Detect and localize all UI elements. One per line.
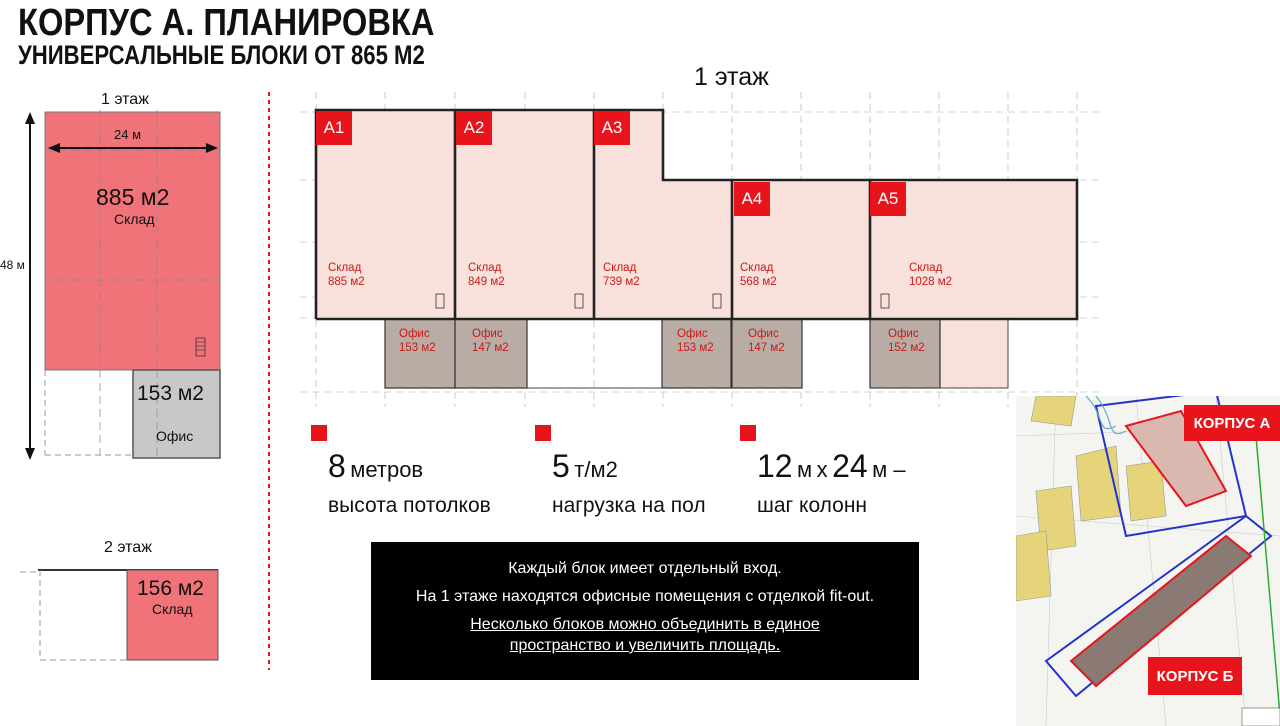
left-floor1-plan: [0, 100, 240, 480]
feature-column-grid-desc: шаг колонн: [757, 494, 868, 517]
unit-tag-a4: A4: [734, 182, 770, 216]
badge-building-b: КОРПУС Б: [1148, 657, 1242, 695]
feature-ceiling: 8 метров: [328, 448, 424, 484]
unit-a3-warehouse: Склад 739 м2: [603, 262, 640, 288]
feature-floor-load: 5 т/м2: [552, 448, 618, 484]
left-height-label: 48 м: [0, 258, 25, 272]
left-floor2-label: 2 этаж: [104, 539, 152, 556]
unit-tag-a3: A3: [594, 111, 630, 145]
unit-a2-office: Офис 147 м2: [472, 328, 509, 354]
feature-column-grid: 12 м х 24 м –: [757, 448, 906, 484]
left-floor1-label: 1 этаж: [101, 91, 149, 108]
feature-ceiling-desc: высота потолков: [328, 494, 491, 517]
feature-marker-1: [311, 425, 327, 441]
unit-a3-office: Офис 153 м2: [677, 328, 714, 354]
unit-a1-warehouse: Склад 885 м2: [328, 262, 365, 288]
left-warehouse-area: 885 м2: [96, 184, 170, 210]
page-title: КОРПУС А. ПЛАНИРОВКА: [18, 2, 435, 44]
unit-a4-warehouse: Склад 568 м2: [740, 262, 777, 288]
section-divider: [264, 92, 274, 672]
info-line-1: Каждый блок имеет отдельный вход.: [508, 560, 782, 577]
feature-marker-3: [740, 425, 756, 441]
unit-tag-a1: A1: [316, 111, 352, 145]
info-line-2: На 1 этаже находятся офисные помещения с отделкой fit-out.: [415, 588, 875, 605]
page-subtitle: УНИВЕРСАЛЬНЫЕ БЛОКИ ОТ 865 М2: [18, 40, 425, 70]
left-floor2-area: 156 м2: [137, 577, 204, 600]
info-box: [371, 542, 919, 680]
unit-a2-warehouse: Склад 849 м2: [468, 262, 505, 288]
unit-a1-office: Офис 153 м2: [399, 328, 436, 354]
feature-marker-2: [535, 425, 551, 441]
main-floor-label: 1 этаж: [694, 63, 769, 91]
left-office-label: Офис: [156, 428, 194, 444]
left-office-area: 153 м2: [137, 382, 204, 405]
left-floor2-plan: [0, 560, 240, 670]
left-width-label: 24 м: [114, 127, 142, 142]
left-warehouse-label: Склад: [114, 211, 155, 227]
main-floor-plan: [290, 92, 1110, 412]
feature-floor-load-desc: нагрузка на пол: [552, 494, 706, 517]
unit-a5-office: Офис 152 м2: [888, 328, 925, 354]
unit-tag-a2: A2: [456, 111, 492, 145]
info-line-4: пространство и увеличить площадь.: [509, 637, 781, 654]
left-floor2-room: Склад: [152, 601, 193, 617]
info-line-3: Несколько блоков можно объединить в единое: [470, 616, 820, 633]
unit-a5-warehouse: Склад 1028 м2: [909, 262, 953, 288]
badge-building-a: КОРПУС А: [1184, 405, 1280, 441]
unit-tag-a5: A5: [870, 182, 906, 216]
unit-a4-office: Офис 147 м2: [748, 328, 785, 354]
